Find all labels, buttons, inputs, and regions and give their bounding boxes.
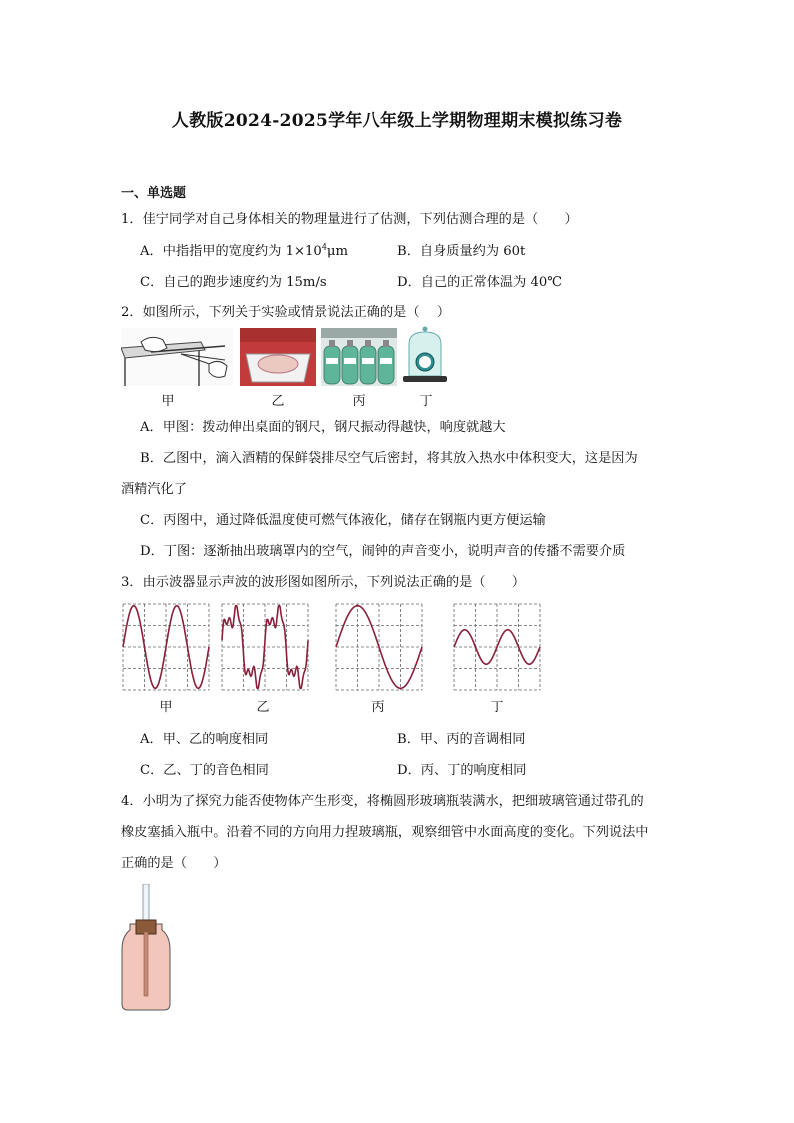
q2-option-a[interactable]: A．甲图：拨动伸出桌面的钢尺，钢尺振动得越快，响度就越大	[140, 420, 506, 435]
q3-caption-bing: 丙	[371, 700, 385, 715]
q3-caption-jia: 甲	[159, 700, 173, 715]
q3-stem: 3．由示波器显示声波的波形图如图所示，下列说法正确的是（ ）	[121, 575, 526, 590]
q3-waveform-jia	[121, 603, 211, 691]
q4-figure-bottle	[118, 884, 174, 1016]
q2-figure-yi-bag	[240, 328, 316, 386]
q2-stem: 2．如图所示，下列关于实验或情景说法正确的是（ ）	[121, 305, 451, 320]
q4-stem-line2: 橡皮塞插入瓶中。沿着不同的方向用力捏玻璃瓶，观察细管中水面高度的变化。下列说法中	[121, 825, 649, 840]
q2-figure-jia-ruler	[121, 328, 233, 386]
q1-option-d[interactable]: D．自己的正常体温为 40℃	[397, 275, 562, 290]
q3-caption-ding: 丁	[490, 700, 504, 715]
q3-waveform-bing	[334, 603, 424, 691]
q3-caption-yi: 乙	[256, 700, 270, 715]
q4-stem-line1: 4．小明为了探究力能否使物体产生形变，将椭圆形玻璃瓶装满水，把细玻璃管通过带孔的	[121, 794, 644, 809]
q2-caption-ding: 丁	[419, 394, 433, 409]
q2-caption-yi: 乙	[271, 394, 285, 409]
q3-option-a[interactable]: A．甲、乙的响度相同	[140, 732, 269, 747]
q2-option-b-line1[interactable]: B．乙图中，滴入酒精的保鲜袋排尽空气后密封，将其放入热水中体积变大，这是因为	[140, 451, 638, 466]
q3-waveform-ding	[452, 603, 542, 691]
section-heading: 一、单选题	[121, 186, 187, 201]
q3-waveform-yi	[220, 603, 310, 691]
q2-caption-jia: 甲	[161, 394, 175, 409]
q1-stem: 1．佳宁同学对自己身体相关的物理量进行了估测，下列估测合理的是（ ）	[121, 212, 578, 227]
q2-option-d[interactable]: D．丁图：逐渐抽出玻璃罩内的空气，闹钟的声音变小，说明声音的传播不需要介质	[140, 544, 626, 559]
q3-option-d[interactable]: D．丙、丁的响度相同	[397, 763, 527, 778]
q2-option-c[interactable]: C．丙图中，通过降低温度使可燃气体液化，储存在钢瓶内更方便运输	[140, 513, 546, 528]
q2-figure-bing-cylinders	[321, 328, 397, 386]
page-title: 人教版2024-2025学年八年级上学期物理期末模拟练习卷	[171, 111, 623, 131]
q3-option-c[interactable]: C．乙、丁的音色相同	[140, 763, 269, 778]
q3-option-b[interactable]: B．甲、丙的音调相同	[397, 732, 526, 747]
q2-option-b-line2[interactable]: 酒精汽化了	[121, 482, 187, 497]
q1-option-c[interactable]: C．自己的跑步速度约为 15m/s	[140, 275, 327, 290]
q2-caption-bing: 丙	[352, 394, 366, 409]
q1-option-b[interactable]: B．自身质量约为 60t	[397, 244, 526, 259]
q1-option-a[interactable]: A．中指指甲的宽度约为 $1\times 10^4\mu m$	[140, 242, 348, 259]
q2-figure-ding-belljar	[401, 326, 449, 386]
q4-stem-line3: 正确的是（ ）	[121, 856, 227, 871]
